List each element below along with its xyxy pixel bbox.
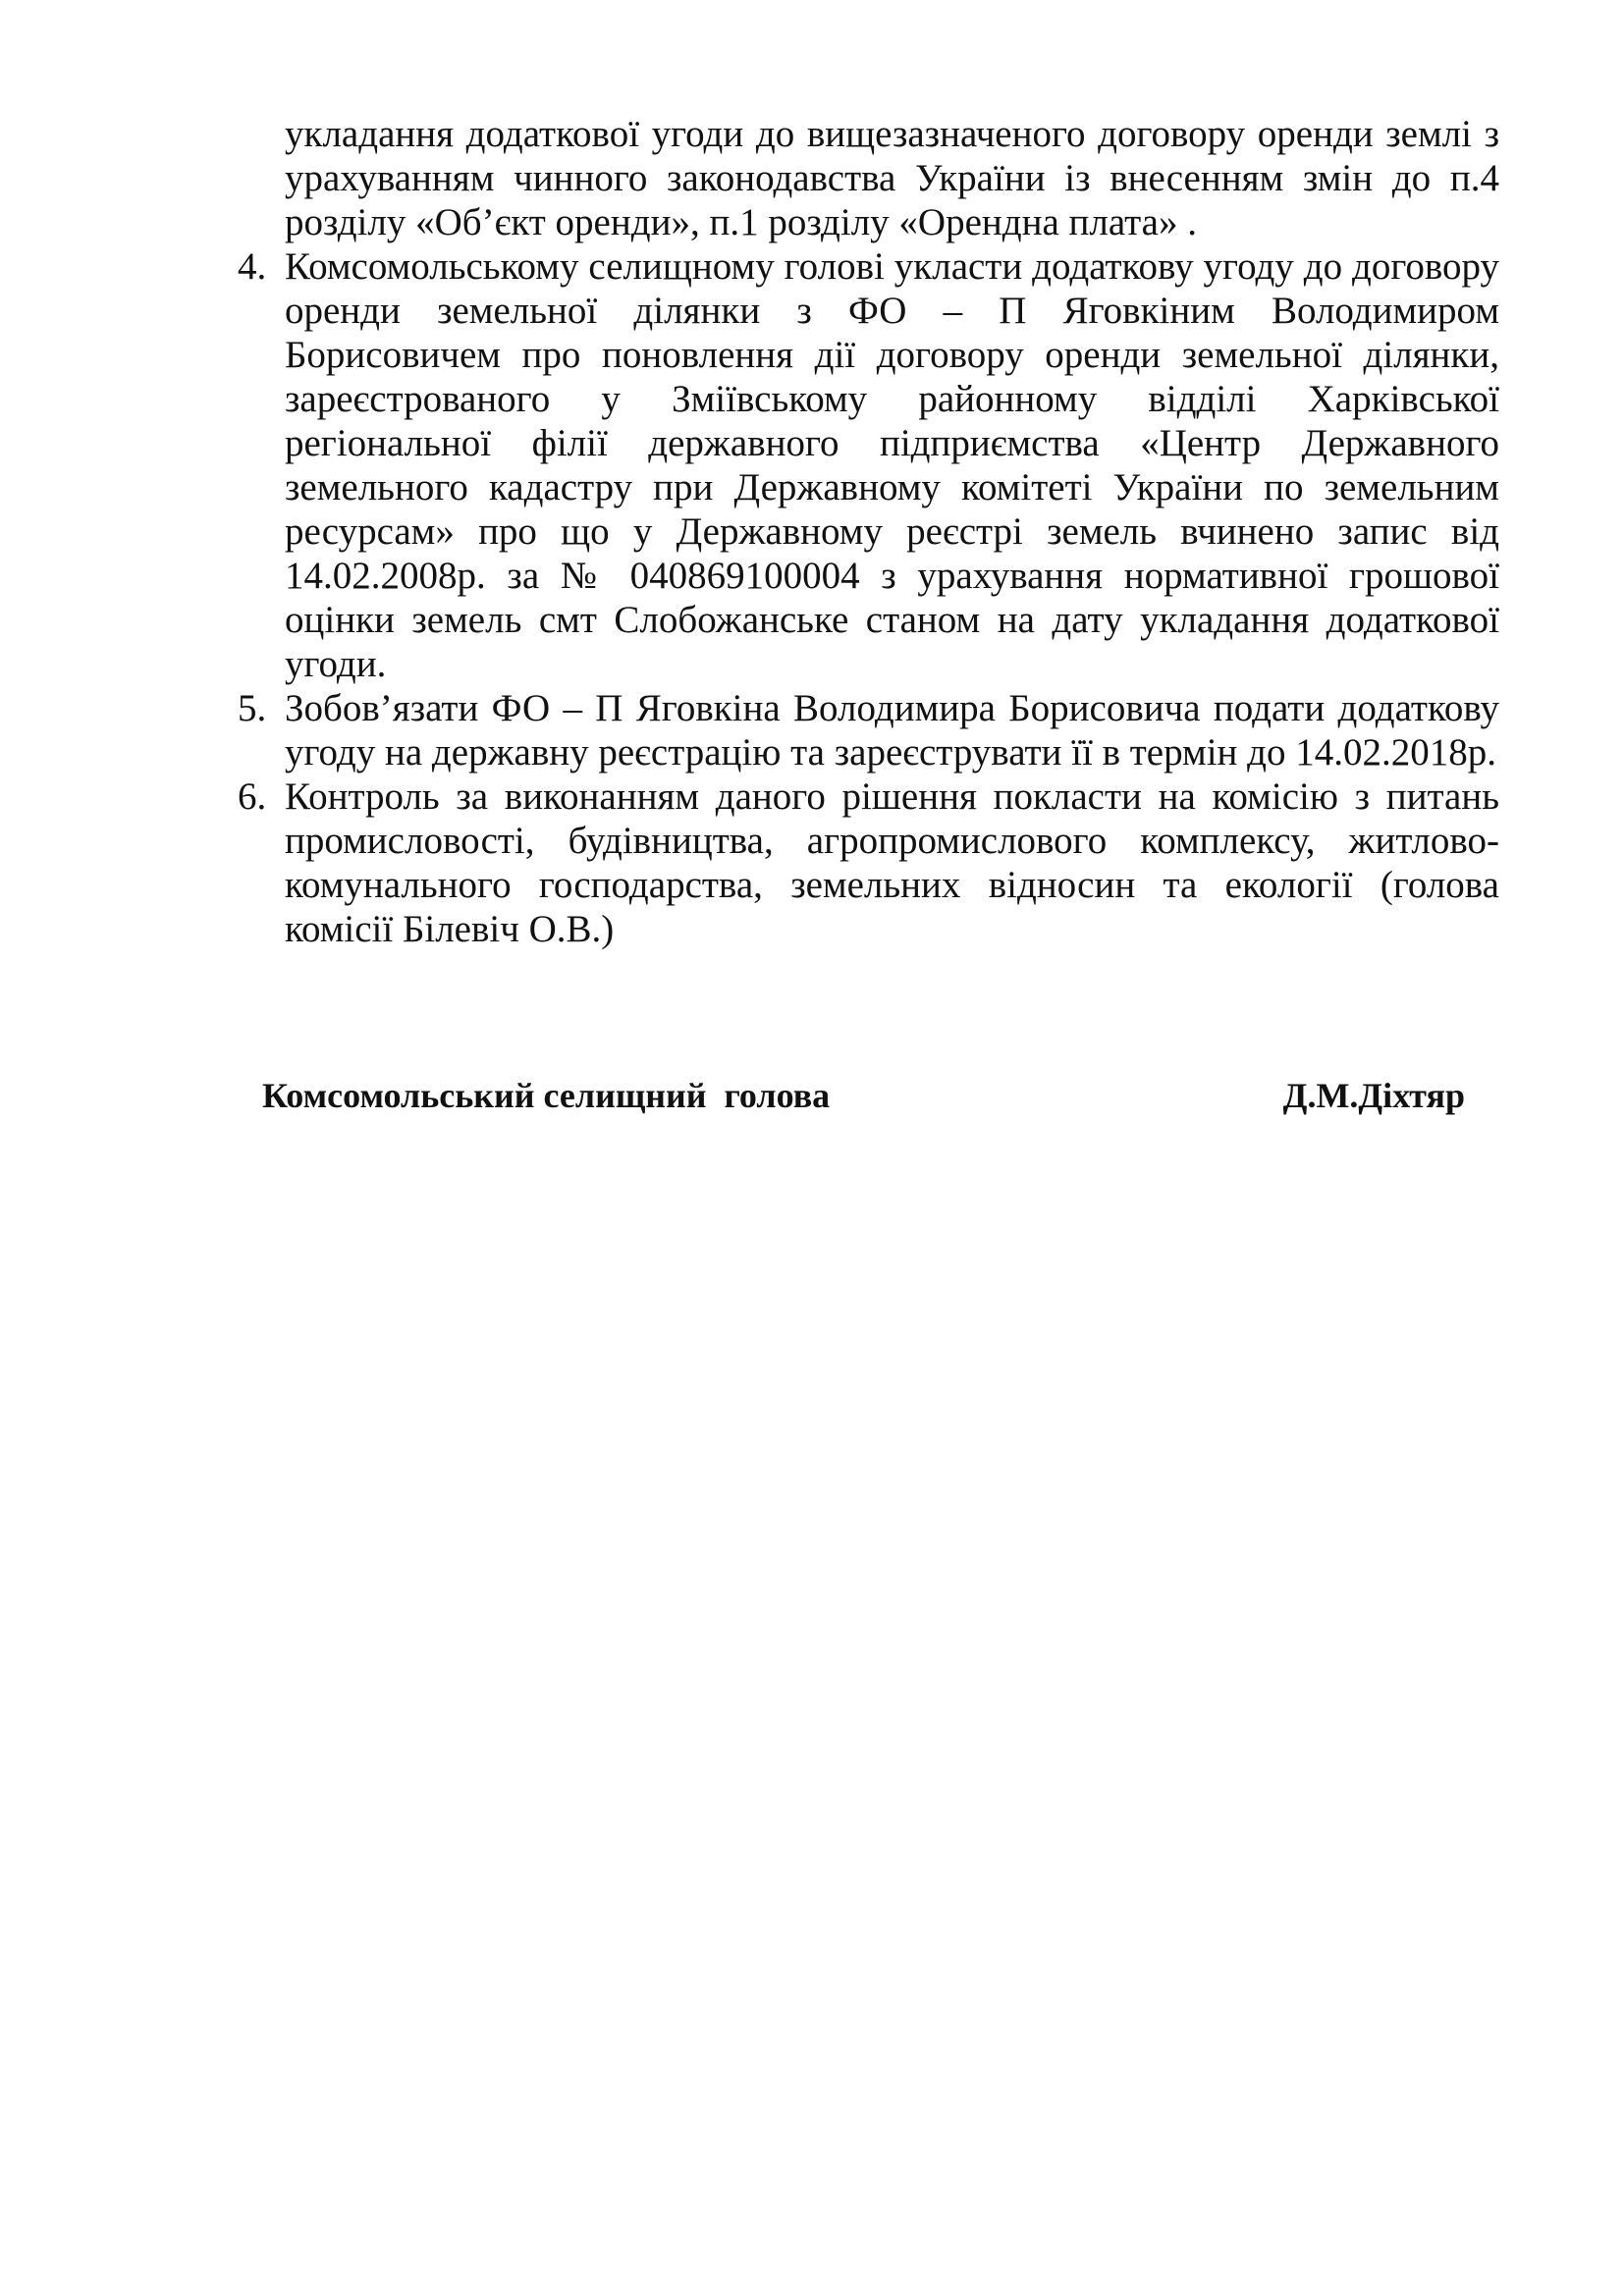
continuation-paragraph: укладання додаткової угоди до вищезазначеного договору оренди землі з урахуванням чинного законодавства України із внесенням змін до п.4 розділу «Об’єкт оренди», п.1 розділу «Орендна плата» . xyxy=(285,113,1499,243)
document-body xyxy=(238,112,1499,951)
list-item-6 xyxy=(238,774,1499,951)
list-item-number: 5. xyxy=(238,687,267,729)
list-item-5 xyxy=(238,686,1499,774)
list-item-number: 6. xyxy=(238,775,267,818)
list-item-number: 4. xyxy=(238,245,267,288)
signatory-title: Комсомольський селищний голова xyxy=(262,1076,831,1115)
list-item-text: Контроль за виконанням даного рішення покласти на комісію з питань промисловості, будівництва, агропромислового комплексу, житлово-комунального господарства, земельних відносин та екології (голова комісії Білевіч О.В.) xyxy=(285,775,1499,950)
list-item-text: Комсомольському селищному голові укласти додаткову угоду до договору оренди земельної ділянки з ФО – П Яговкіним Володимиром Борисовичем про поновлення дії договору оренди земельної ділянки, зареєстрованого у Зміївському районному відділі Харківської регіональної філії державного підприємства «Центр Державного земельного кадастру при Державному комітеті України по земельним ресурсам» про що у Державному реєстрі земель вчинено запис від 14.02.2008р. за № 040869100004 з урахування нормативної грошової оцінки земель смт Слобожанське станом на дату укладання додаткової угоди. xyxy=(285,245,1499,685)
list-item-text: Зобов’язати ФО – П Яговкіна Володимира Борисовича подати додаткову угоду на державну реєстрацію та зареєструвати її в термін до 14.02.2018р. xyxy=(285,687,1499,774)
signatory-name: Д.М.Діхтяр xyxy=(1282,1076,1465,1115)
list-item-4 xyxy=(238,244,1499,686)
